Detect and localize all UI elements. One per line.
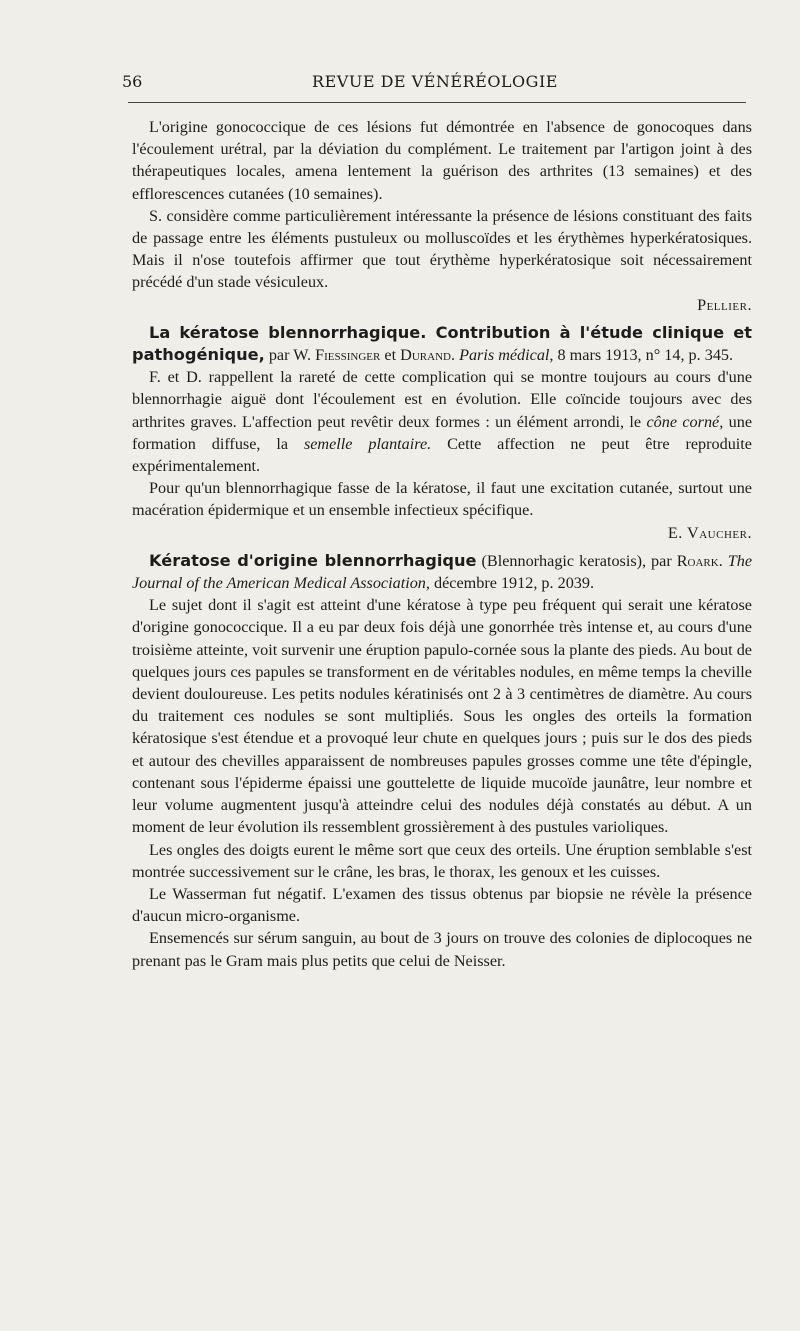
byline-text: . <box>718 551 728 570</box>
paragraph-text: une formation diffuse, la <box>132 412 753 453</box>
article-title: Kératose d'origine blennorrhagique <box>149 550 477 570</box>
italic-term: semelle plantaire. <box>303 434 432 453</box>
citation-ref: 8 mars 1913, n° 14, p. 345. <box>553 346 734 365</box>
article-heading <box>132 322 752 366</box>
paragraph-text: S. considère comme particulièrement intéressante la présence de lésions constituant des faits de passage entre les éléments pustuleux ou molluscoïdes et les érythèmes hyperkératosiques. Mais il n'ose toutefois affirmer que tout érythème hyperkératosique soit nécessairement précédé d'un stade vésiculeux. <box>132 206 752 292</box>
italic-term: cône corné, <box>646 412 724 431</box>
signature <box>132 294 752 316</box>
byline-text: (Blennorhagic keratosis), par <box>476 551 677 570</box>
citation-ref: décembre 1912, p. 2039. <box>429 574 595 593</box>
paragraph <box>132 477 752 521</box>
paragraph-text: Pour qu'un blennorrhagique fasse de la kératose, il faut une excitation cutanée, surtout une macération épidermique et un ensemble infectieux spécifique. <box>132 479 752 520</box>
author-name: Roark <box>676 551 719 570</box>
signature-name: Pellier. <box>697 295 752 314</box>
byline-text: et <box>380 346 401 365</box>
paragraph: Le Wasserman fut négatif. L'examen des tissus obtenus par biopsie ne révèle la présence d'aucun micro-organisme. <box>132 884 752 926</box>
paragraph <box>132 366 752 477</box>
author-name: Durand <box>400 346 451 365</box>
byline-text: . <box>450 346 460 365</box>
journal-name: Paris médical, <box>459 346 554 365</box>
page-header <box>122 72 748 98</box>
paragraph <box>132 205 752 294</box>
paragraph: L'origine gonococcique de ces lésions fut démontrée en l'absence de gonocoques dans l'écoulement urétral, par la déviation du complément. Le traitement par l'artigon joint à des thérapeutiques locales, amena lentement la guérison des arthrites (13 semaines) et des efflorescences cutanées (10 semaines). <box>132 118 752 203</box>
journal-name: The Journal of the American Medical Association, <box>132 551 752 593</box>
page-body <box>132 116 752 972</box>
header-rule <box>128 102 746 103</box>
page-number: 56 <box>122 72 143 91</box>
signature-name: E. Vaucher. <box>667 523 752 542</box>
running-title: REVUE DE VÉNÉRÉOLOGIE <box>312 72 558 91</box>
article-heading <box>132 550 752 594</box>
signature <box>132 522 752 544</box>
paragraph: Ensemencés sur sérum sanguin, au bout de 3 jours on trouve des colonies de diplocoques ne prenant pas le Gram mais plus petits que celui de Neisser. <box>132 929 752 970</box>
byline-text: par W. <box>264 346 316 365</box>
author-name: Fiessinger <box>315 346 381 365</box>
paragraph: Les ongles des doigts eurent le même sort que ceux des orteils. Une éruption semblable s'est montrée successivement sur le crâne, les bras, le thorax, les genoux et les cuisses. <box>132 840 752 881</box>
paragraph-text: F. et D. rappellent la rareté de cette complication qui se montre toujours au cours d'une blennorrhagie aiguë dont l'écoulement est en évolution. Elle coïncide toujours avec des arthrites graves. L'affection peut revêtir deux formes : un élément arrondi, le <box>132 368 752 431</box>
article-title: La kératose blennorrhagique. Contribution à l'étude clinique et pathogénique, <box>132 322 752 365</box>
paragraph: Le sujet dont il s'agit est atteint d'une kératose à type peu fréquent qui serait une kératose d'origine gonococcique. Il a eu par deux fois déjà une gonorrhée très intense et, au cours d'une troisième atteinte, voit survenir une éruption papulo-cornée sous la plante des pieds. Au bout de quelques jours ces papules se transforment en de véritables nodules, en même temps la cheville devient douloureuse. Les petits nodules kératinisés ont 2 à 3 centimètres de diamètre. Au cours du traitement ces nodules se sont multipliés. Sous les ongles des orteils la formation kératosique s'est étendue et a provoqué leur chute en quelques jours ; puis sur le dos des pieds et autour des chevilles apparaissent de nombreuses papules grosses comme une tête d'épingle, contenant sous l'épiderme épaissi une gouttelette de liquide mucoïde jaunâtre, leur nombre et leur volume augmentent jusqu'à atteindre celui des nodules déjà constatés au début. A un moment de leur évolution ils ressemblent grossièrement à des pustules varioliques. <box>132 596 752 837</box>
paragraph-text: Cette affection ne peut être reproduite expérimentalement. <box>132 434 752 476</box>
